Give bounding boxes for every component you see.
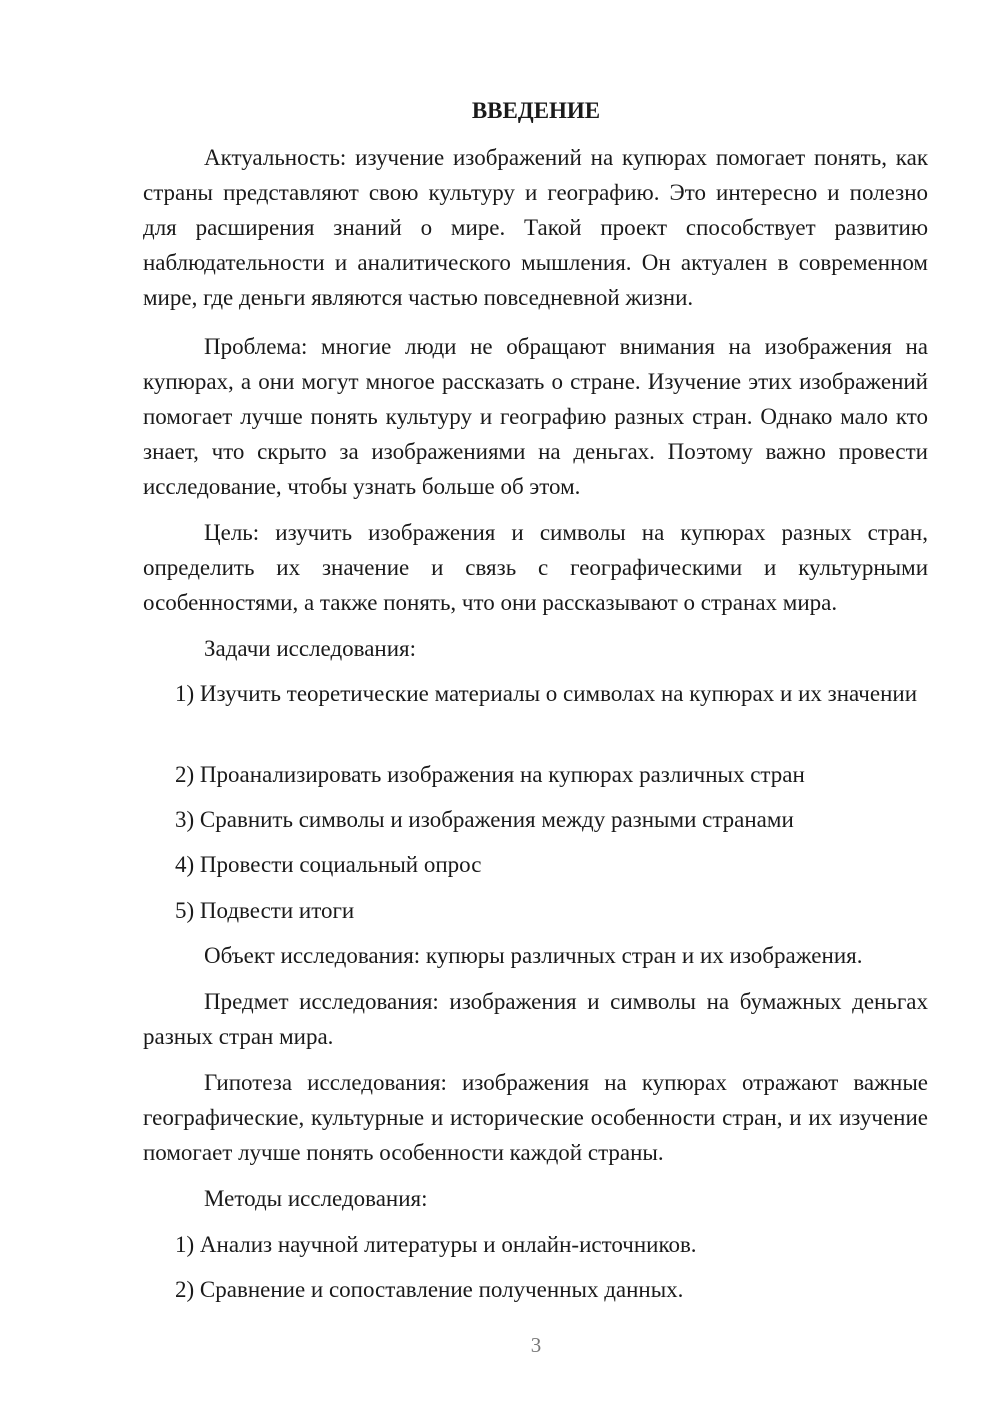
task-item-3: 3) Сравнить символы и изображения между разными странами xyxy=(175,807,794,832)
tasks-heading: Задачи исследования: xyxy=(204,636,417,661)
goal-paragraph: Цель: изучить изображения и символы на купюрах разных стран, определить их значение и связь с географическими и культурными особенностями, а также понять, что они рассказывают о странах мира. xyxy=(143,520,928,615)
subject-paragraph: Предмет исследования: изображения и символы на бумажных деньгах разных стран мира. xyxy=(143,989,928,1049)
task-item-1: 1) Изучить теоретические материалы о символах на купюрах и их значении xyxy=(175,681,918,706)
methods-heading: Методы исследования: xyxy=(204,1186,428,1211)
task-item-5: 5) Подвести итоги xyxy=(175,898,355,923)
hypothesis-paragraph: Гипотеза исследования: изображения на купюрах отражают важные географические, культурные и исторические особенности стран, и их изучение помогает лучше понять особенности каждой страны. xyxy=(143,1070,928,1165)
task-item-2: 2) Проанализировать изображения на купюрах различных стран xyxy=(175,762,805,787)
object-paragraph: Объект исследования: купюры различных стран и их изображения. xyxy=(204,943,863,968)
method-item-2: 2) Сравнение и сопоставление полученных данных. xyxy=(175,1277,684,1302)
page-title: ВВЕДЕНИЕ xyxy=(471,98,601,123)
page-number: 3 xyxy=(530,1333,542,1357)
method-item-1: 1) Анализ научной литературы и онлайн-источников. xyxy=(175,1232,697,1257)
problem-paragraph: Проблема: многие люди не обращают внимания на изображения на купюрах, а они могут многое рассказать о стране. Изучение этих изображений помогает лучше понять культуру и географию разных стран. Однако мало кто знает, что скрыто за изображениями на деньгах. Поэтому важно провести исследование, чтобы узнать больше об этом. xyxy=(143,334,928,499)
task-item-4: 4) Провести социальный опрос xyxy=(175,852,482,877)
relevance-paragraph: Актуальность: изучение изображений на купюрах помогает понять, как страны представляют свою культуру и географию. Это интересно и полезно для расширения знаний о мире. Такой проект способствует развитию наблюдательности и аналитического мышления. Он актуален в современном мире, где деньги являются частью повседневной жизни. xyxy=(143,145,928,310)
